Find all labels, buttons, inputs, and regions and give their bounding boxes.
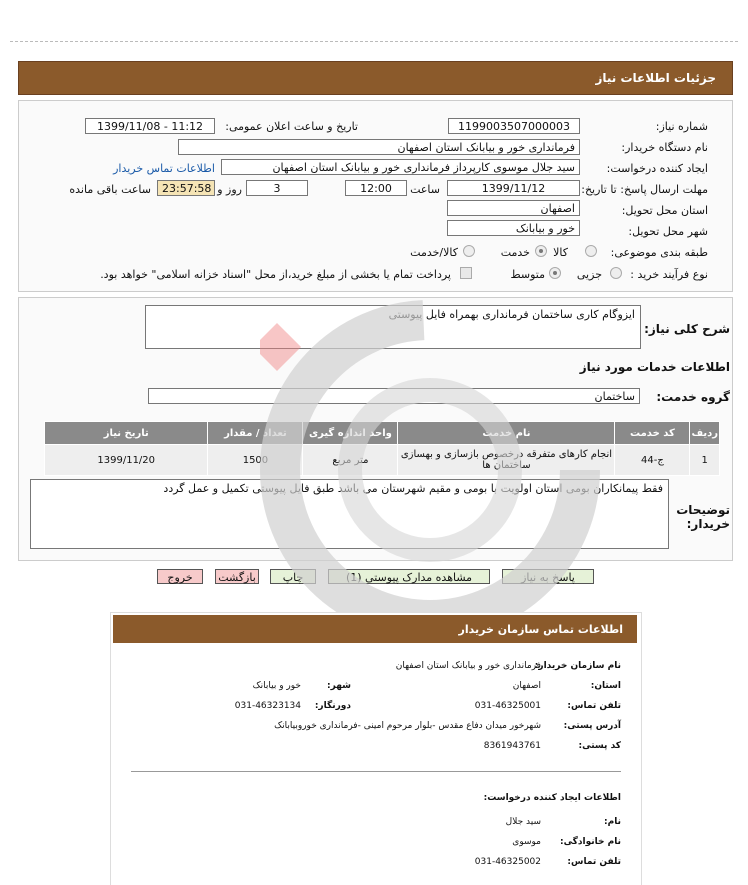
buyer-contact-link[interactable]: اطلاعات تماس خریدار bbox=[113, 162, 215, 175]
summary-textarea[interactable]: ایزوگام کاری ساختمان فرمانداری بهمراه فایل پیوستی bbox=[145, 305, 641, 349]
contact-postal-value: 8361943761 bbox=[483, 741, 541, 751]
city-field[interactable]: خور و بیابانک bbox=[447, 220, 580, 236]
col-need-date: تاریخ نیاز bbox=[45, 422, 208, 445]
unit-cell: متر مربع bbox=[303, 445, 398, 476]
services-title: اطلاعات خدمات مورد نیاز bbox=[579, 360, 730, 374]
contact-address-value: شهرخور میدان دفاع مقدس -بلوار مرحوم امینی -فرمانداری خوروبیابانک bbox=[274, 721, 541, 731]
category-goods-service-radio[interactable] bbox=[463, 245, 475, 257]
contact-title: اطلاعات تماس سازمان خریدار bbox=[458, 623, 623, 636]
contact-fax-label: دورنگار: bbox=[314, 701, 351, 711]
need-number-label: شماره نیاز: bbox=[655, 120, 708, 133]
contact-postal-label: کد پستی: bbox=[578, 741, 621, 751]
col-service-name: نام خدمت bbox=[398, 422, 615, 445]
page-header bbox=[18, 61, 733, 95]
deadline-time-label: ساعت bbox=[410, 183, 440, 196]
treasury-payment-note: پرداخت تمام یا بخشی از مبلغ خرید،از محل "اسناد خزانه اسلامی" خواهد بود. bbox=[100, 268, 451, 281]
buyer-contact-section bbox=[110, 612, 642, 885]
category-goods-service-label: کالا/خدمت bbox=[410, 246, 458, 259]
buyer-org-field[interactable]: فرمانداری خور و بیابانک استان اصفهان bbox=[178, 139, 580, 155]
contact-province-label: استان: bbox=[590, 681, 621, 691]
contact-divider bbox=[131, 771, 621, 772]
announce-label: تاریخ و ساعت اعلان عمومی: bbox=[225, 120, 358, 133]
col-row-number: ردیف bbox=[690, 422, 720, 445]
summary-label: شرح کلی نیاز: bbox=[644, 322, 730, 336]
category-service-label: خدمت bbox=[500, 246, 530, 259]
days-label: روز و bbox=[217, 183, 242, 196]
service-code-cell: ج-44 bbox=[615, 445, 690, 476]
province-label: استان محل تحویل: bbox=[621, 204, 708, 217]
service-name-cell: انجام کارهای متفرقه درخصوص بازسازی و بهسازی ساختمان ها bbox=[398, 445, 615, 476]
col-service-code: کد خدمت bbox=[615, 422, 690, 445]
service-group-label: گروه خدمت: bbox=[656, 390, 730, 404]
province-field[interactable]: اصفهان bbox=[447, 200, 580, 216]
exit-button[interactable]: خروج bbox=[157, 569, 203, 584]
row-number-cell: 1 bbox=[690, 445, 720, 476]
contact-phone-value: 031-46325001 bbox=[474, 701, 541, 711]
back-button[interactable]: بازگشت bbox=[215, 569, 259, 584]
top-divider bbox=[10, 41, 738, 42]
creator-name-value: سید جلال bbox=[505, 817, 541, 827]
contact-org-value: فرمانداری خور و بیابانک استان اصفهان bbox=[395, 661, 541, 671]
buyer-notes-textarea[interactable]: فقط پیمانکاران بومی استان اولویت با بومی و مقیم شهرستان می باشد طبق فایل پیوستی تکمیل و عمل گردد bbox=[30, 479, 669, 549]
page-title: جزئیات اطلاعات نیاز bbox=[595, 71, 716, 85]
creator-label: ایجاد کننده درخواست: bbox=[606, 162, 708, 175]
deadline-time-field[interactable]: 12:00 bbox=[345, 180, 407, 196]
city-label: شهر محل تحویل: bbox=[628, 225, 708, 238]
creator-family-label: نام خانوادگی: bbox=[559, 837, 621, 847]
contact-header bbox=[113, 615, 637, 643]
contact-address-label: آدرس پستی: bbox=[563, 721, 621, 731]
deadline-date-field[interactable]: 1399/11/12 bbox=[447, 180, 580, 196]
contact-province-value: اصفهان bbox=[512, 681, 541, 691]
print-button[interactable]: چاپ bbox=[270, 569, 316, 584]
process-minor-radio[interactable] bbox=[610, 267, 622, 279]
contact-city-value: خور و بیابانک bbox=[252, 681, 301, 691]
process-minor-label: جزیی bbox=[576, 268, 602, 281]
contact-phone-label: تلفن تماس: bbox=[567, 701, 621, 711]
treasury-payment-checkbox[interactable] bbox=[460, 267, 472, 279]
reply-button[interactable]: پاسخ به نیاز bbox=[502, 569, 594, 584]
contact-city-label: شهر: bbox=[327, 681, 351, 691]
need-number-field[interactable]: 1199003507000003 bbox=[448, 118, 580, 134]
contact-fax-value: 031-46323134 bbox=[234, 701, 301, 711]
creator-field[interactable]: سید جلال موسوی کارپرداز فرمانداری خور و بیابانک استان اصفهان bbox=[221, 159, 580, 175]
service-group-field[interactable]: ساختمان bbox=[148, 388, 640, 404]
buyer-org-label: نام دستگاه خریدار: bbox=[621, 141, 708, 154]
creator-name-label: نام: bbox=[604, 817, 621, 827]
need-date-cell: 1399/11/20 bbox=[45, 445, 208, 476]
col-unit: واحد اندازه گیری bbox=[303, 422, 398, 445]
process-medium-label: متوسط bbox=[510, 268, 545, 281]
col-quantity: تعداد / مقدار bbox=[208, 422, 303, 445]
creator-phone-value: 031-46325002 bbox=[474, 857, 541, 867]
creator-phone-label: تلفن تماس: bbox=[567, 857, 621, 867]
remaining-time-field: 23:57:58 bbox=[157, 180, 215, 196]
announce-field[interactable]: 1399/11/08 - 11:12 bbox=[85, 118, 215, 134]
category-service-radio[interactable] bbox=[535, 245, 547, 257]
deadline-label: مهلت ارسال پاسخ: تا تاریخ: bbox=[581, 183, 708, 196]
category-label: طبقه بندی موضوعی: bbox=[610, 246, 708, 259]
creator-info-title: اطلاعات ایجاد کننده درخواست: bbox=[483, 793, 621, 803]
services-table bbox=[44, 421, 720, 476]
process-label: نوع فرآیند خرید : bbox=[630, 268, 708, 281]
remaining-label: ساعت باقی مانده bbox=[69, 183, 151, 196]
table-row bbox=[45, 445, 720, 476]
contact-org-label: نام سازمان خریدار: bbox=[534, 661, 621, 671]
category-goods-radio[interactable] bbox=[585, 245, 597, 257]
category-goods-label: کالا bbox=[553, 246, 568, 259]
buyer-notes-label: توضیحات خریدار: bbox=[676, 503, 730, 531]
quantity-cell: 1500 bbox=[208, 445, 303, 476]
creator-family-value: موسوی bbox=[512, 837, 541, 847]
days-field[interactable]: 3 bbox=[246, 180, 308, 196]
process-medium-radio[interactable] bbox=[549, 267, 561, 279]
view-attachments-button[interactable]: مشاهده مدارک پیوستی (1) bbox=[328, 569, 490, 584]
